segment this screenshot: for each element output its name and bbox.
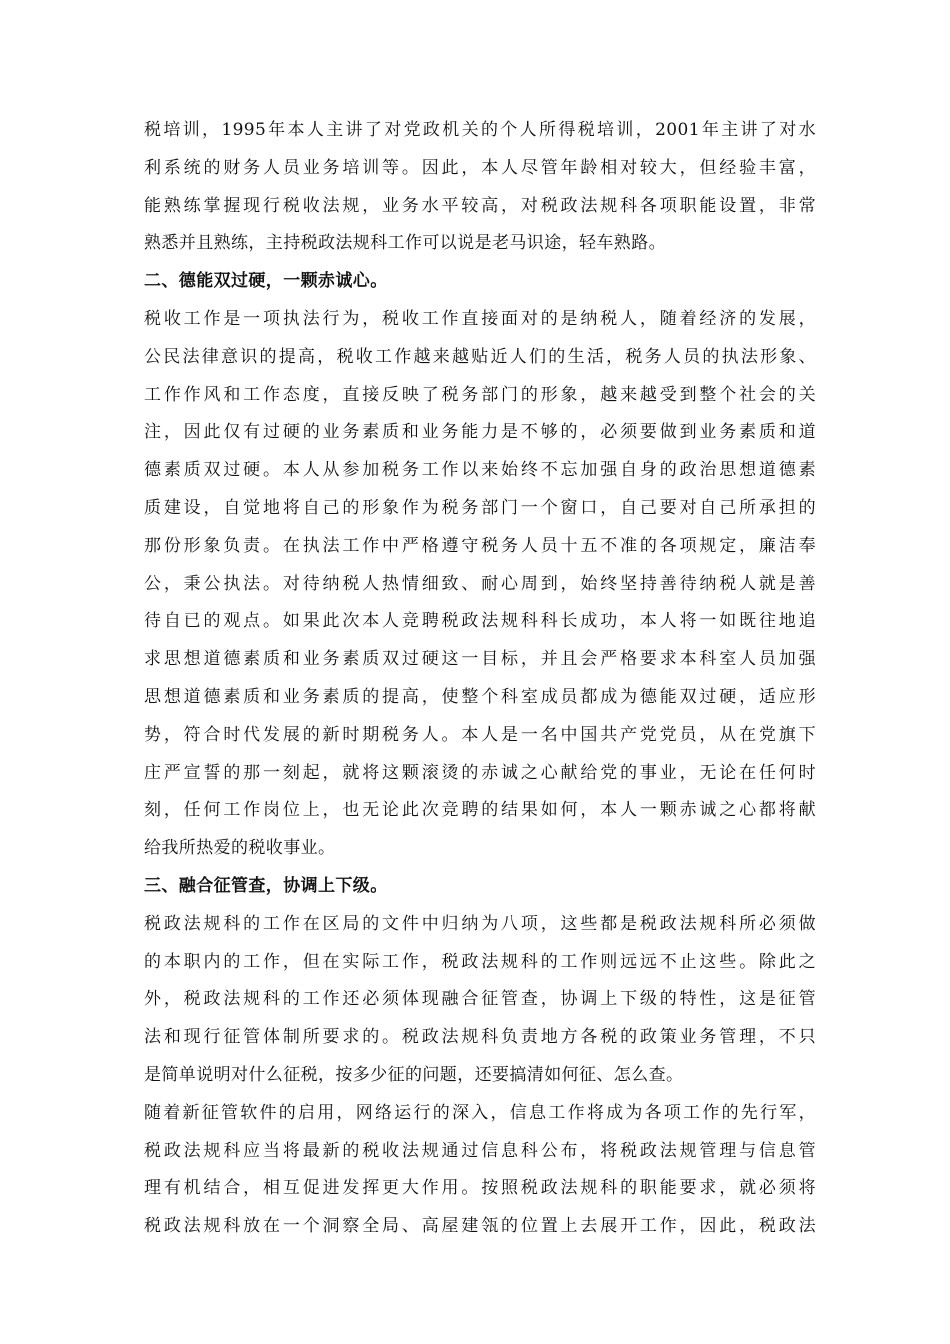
paragraph-line: 税收工作是一项执法行为，税收工作直接面对的是纳税人，随着经济的发展， bbox=[144, 308, 816, 329]
paragraph-line: 理有机结合，相互促进发挥更大作用。按照税政法规科的职能要求，就必须将 bbox=[144, 1178, 816, 1199]
paragraph-line: 税政法规科应当将最新的税收法规通过信息科公布，将税政法规管理与信息管 bbox=[144, 1140, 816, 1161]
document-body bbox=[144, 112, 816, 1246]
paragraph-line: 税政法规科的工作在区局的文件中归纳为八项，这些都是税政法规科所必须做 bbox=[144, 913, 816, 934]
paragraph-line: 待自已的观点。如果此次本人竞聘税政法规科科长成功，本人将一如既往地追 bbox=[144, 611, 816, 632]
paragraph-line: 能熟练掌握现行税收法规，业务水平较高，对税政法规科各项职能设置，非常 bbox=[144, 195, 816, 216]
paragraph-line: 公，秉公执法。对待纳税人热情细致、耐心周到，始终坚持善待纳税人就是善 bbox=[144, 573, 816, 594]
paragraph-line: 税政法规科放在一个洞察全局、高屋建瓴的位置上去展开工作，因此，税政法 bbox=[144, 1216, 816, 1237]
paragraph-line: 税培训，1995年本人主讲了对党政机关的个人所得税培训，2001年主讲了对水 bbox=[144, 120, 816, 140]
paragraph-line: 势，符合时代发展的新时期税务人。本人是一名中国共产党党员，从在党旗下 bbox=[144, 724, 816, 745]
paragraph-line: 法和现行征管体制所要求的。税政法规科负责地方各税的政策业务管理，不只 bbox=[144, 1027, 816, 1048]
section-heading: 三、融合征管查，协调上下级。 bbox=[144, 875, 388, 896]
paragraph-line: 随着新征管软件的启用，网络运行的深入，信息工作将成为各项工作的先行军， bbox=[144, 1102, 816, 1123]
paragraph-line: 德素质双过硬。本人从参加税务工作以来始终不忘加强自身的政治思想道德素 bbox=[144, 460, 816, 481]
paragraph-line: 熟悉并且熟练，主持税政法规科工作可以说是老马识途，轻车熟路。 bbox=[144, 233, 666, 254]
paragraph-line: 求思想道德素质和业务素质双过硬这一目标，并且会严格要求本科室人员加强 bbox=[144, 649, 816, 670]
paragraph-line: 是简单说明对什么征税，按多少征的问题，还要搞清如何征、怎么查。 bbox=[144, 1064, 684, 1085]
paragraph-line: 利系统的财务人员业务培训等。因此，本人尽管年龄相对较大，但经验丰富， bbox=[144, 157, 816, 178]
paragraph-line: 给我所热爱的税收事业。 bbox=[144, 838, 336, 859]
paragraph-line: 工作作风和工作态度，直接反映了税务部门的形象，越来越受到整个社会的关 bbox=[144, 384, 816, 405]
paragraph-line: 质建设，自觉地将自己的形象作为税务部门一个窗口，自己要对自己所承担的 bbox=[144, 497, 816, 518]
paragraph-line: 刻，任何工作岗位上，也无论此次竞聘的结果如何，本人一颗赤诚之心都将献 bbox=[144, 800, 816, 821]
paragraph-line: 公民法律意识的提高，税收工作越来越贴近人们的生活，税务人员的执法形象、 bbox=[144, 346, 816, 367]
paragraph-line: 那份形象负责。在执法工作中严格遵守税务人员十五不准的各项规定，廉洁奉 bbox=[144, 535, 816, 556]
paragraph-line: 思想道德素质和业务素质的提高，使整个科室成员都成为德能双过硬，适应形 bbox=[144, 686, 816, 707]
paragraph-line: 注，因此仅有过硬的业务素质和业务能力是不够的，必须要做到业务素质和道 bbox=[144, 422, 816, 443]
section-heading: 二、德能双过硬，一颗赤诚心。 bbox=[144, 271, 388, 292]
paragraph-line: 庄严宣誓的那一刻起，就将这颗滚烫的赤诚之心献给党的事业，无论在任何时 bbox=[144, 762, 816, 783]
paragraph-line: 的本职内的工作，但在实际工作，税政法规科的工作则远远不止这些。除此之 bbox=[144, 951, 816, 972]
paragraph-line: 外，税政法规科的工作还必须体现融合征管查，协调上下级的特性，这是征管 bbox=[144, 989, 816, 1010]
